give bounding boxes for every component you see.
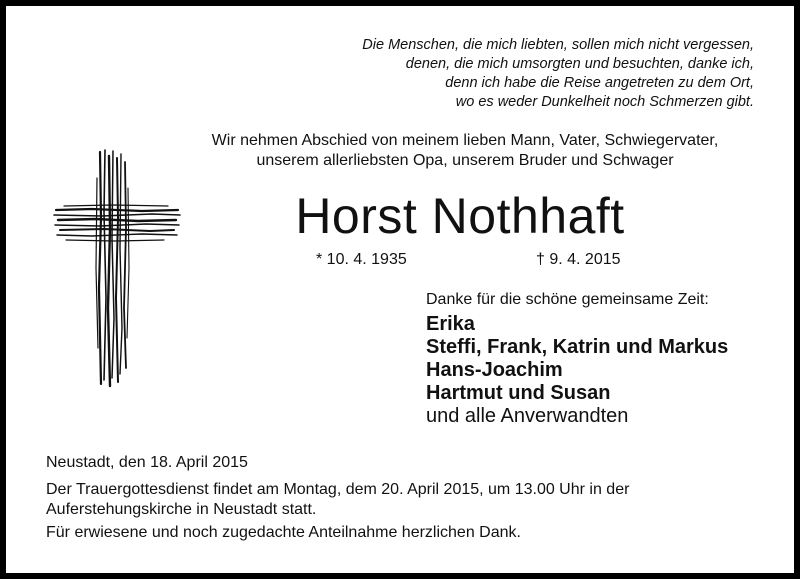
thanks-line: Danke für die schöne gemeinsame Zeit: <box>426 291 709 308</box>
death-date: † 9. 4. 2015 <box>536 251 621 268</box>
intro-line: unserem allerliebsten Opa, unserem Bruder und Schwager <box>256 152 674 169</box>
intro-line: Wir nehmen Abschied von meinem lieben Mann, Vater, Schwiegervater, <box>211 132 719 149</box>
mourners-list <box>426 313 728 428</box>
mourner-name: Erika <box>426 313 475 335</box>
birth-date: * 10. 4. 1935 <box>316 251 407 268</box>
service-info <box>46 480 746 520</box>
poem <box>194 36 754 112</box>
mourner-name: Hartmut und Susan <box>426 382 611 404</box>
poem-line: denn ich habe die Reise angetreten zu dem Ort, <box>445 75 754 91</box>
poem-line: Die Menschen, die mich liebten, sollen mich nicht vergessen, <box>362 37 754 53</box>
service-line: Auferstehungskirche in Neustadt statt. <box>46 501 317 518</box>
cross-icon <box>52 148 182 388</box>
poem-line: denen, die mich umsorgten und besuchten, danke ich, <box>405 56 754 72</box>
service-line: Der Trauergottesdienst findet am Montag, dem 20. April 2015, um 13.00 Uhr in der <box>46 481 630 498</box>
deceased-name: Horst Nothhaft <box>295 188 625 244</box>
mourner-name: Hans-Joachim <box>426 359 563 381</box>
closing-thanks: Für erwiesene und noch zugedachte Anteilnahme herzlichen Dank. <box>46 524 521 541</box>
poem-line: wo es weder Dunkelheit noch Schmerzen gibt. <box>455 94 754 110</box>
mourner-name: Steffi, Frank, Katrin und Markus <box>426 336 729 358</box>
farewell-intro <box>140 131 790 171</box>
place-date: Neustadt, den 18. April 2015 <box>46 454 248 471</box>
mourners-closing: und alle Anverwandten <box>426 405 629 427</box>
